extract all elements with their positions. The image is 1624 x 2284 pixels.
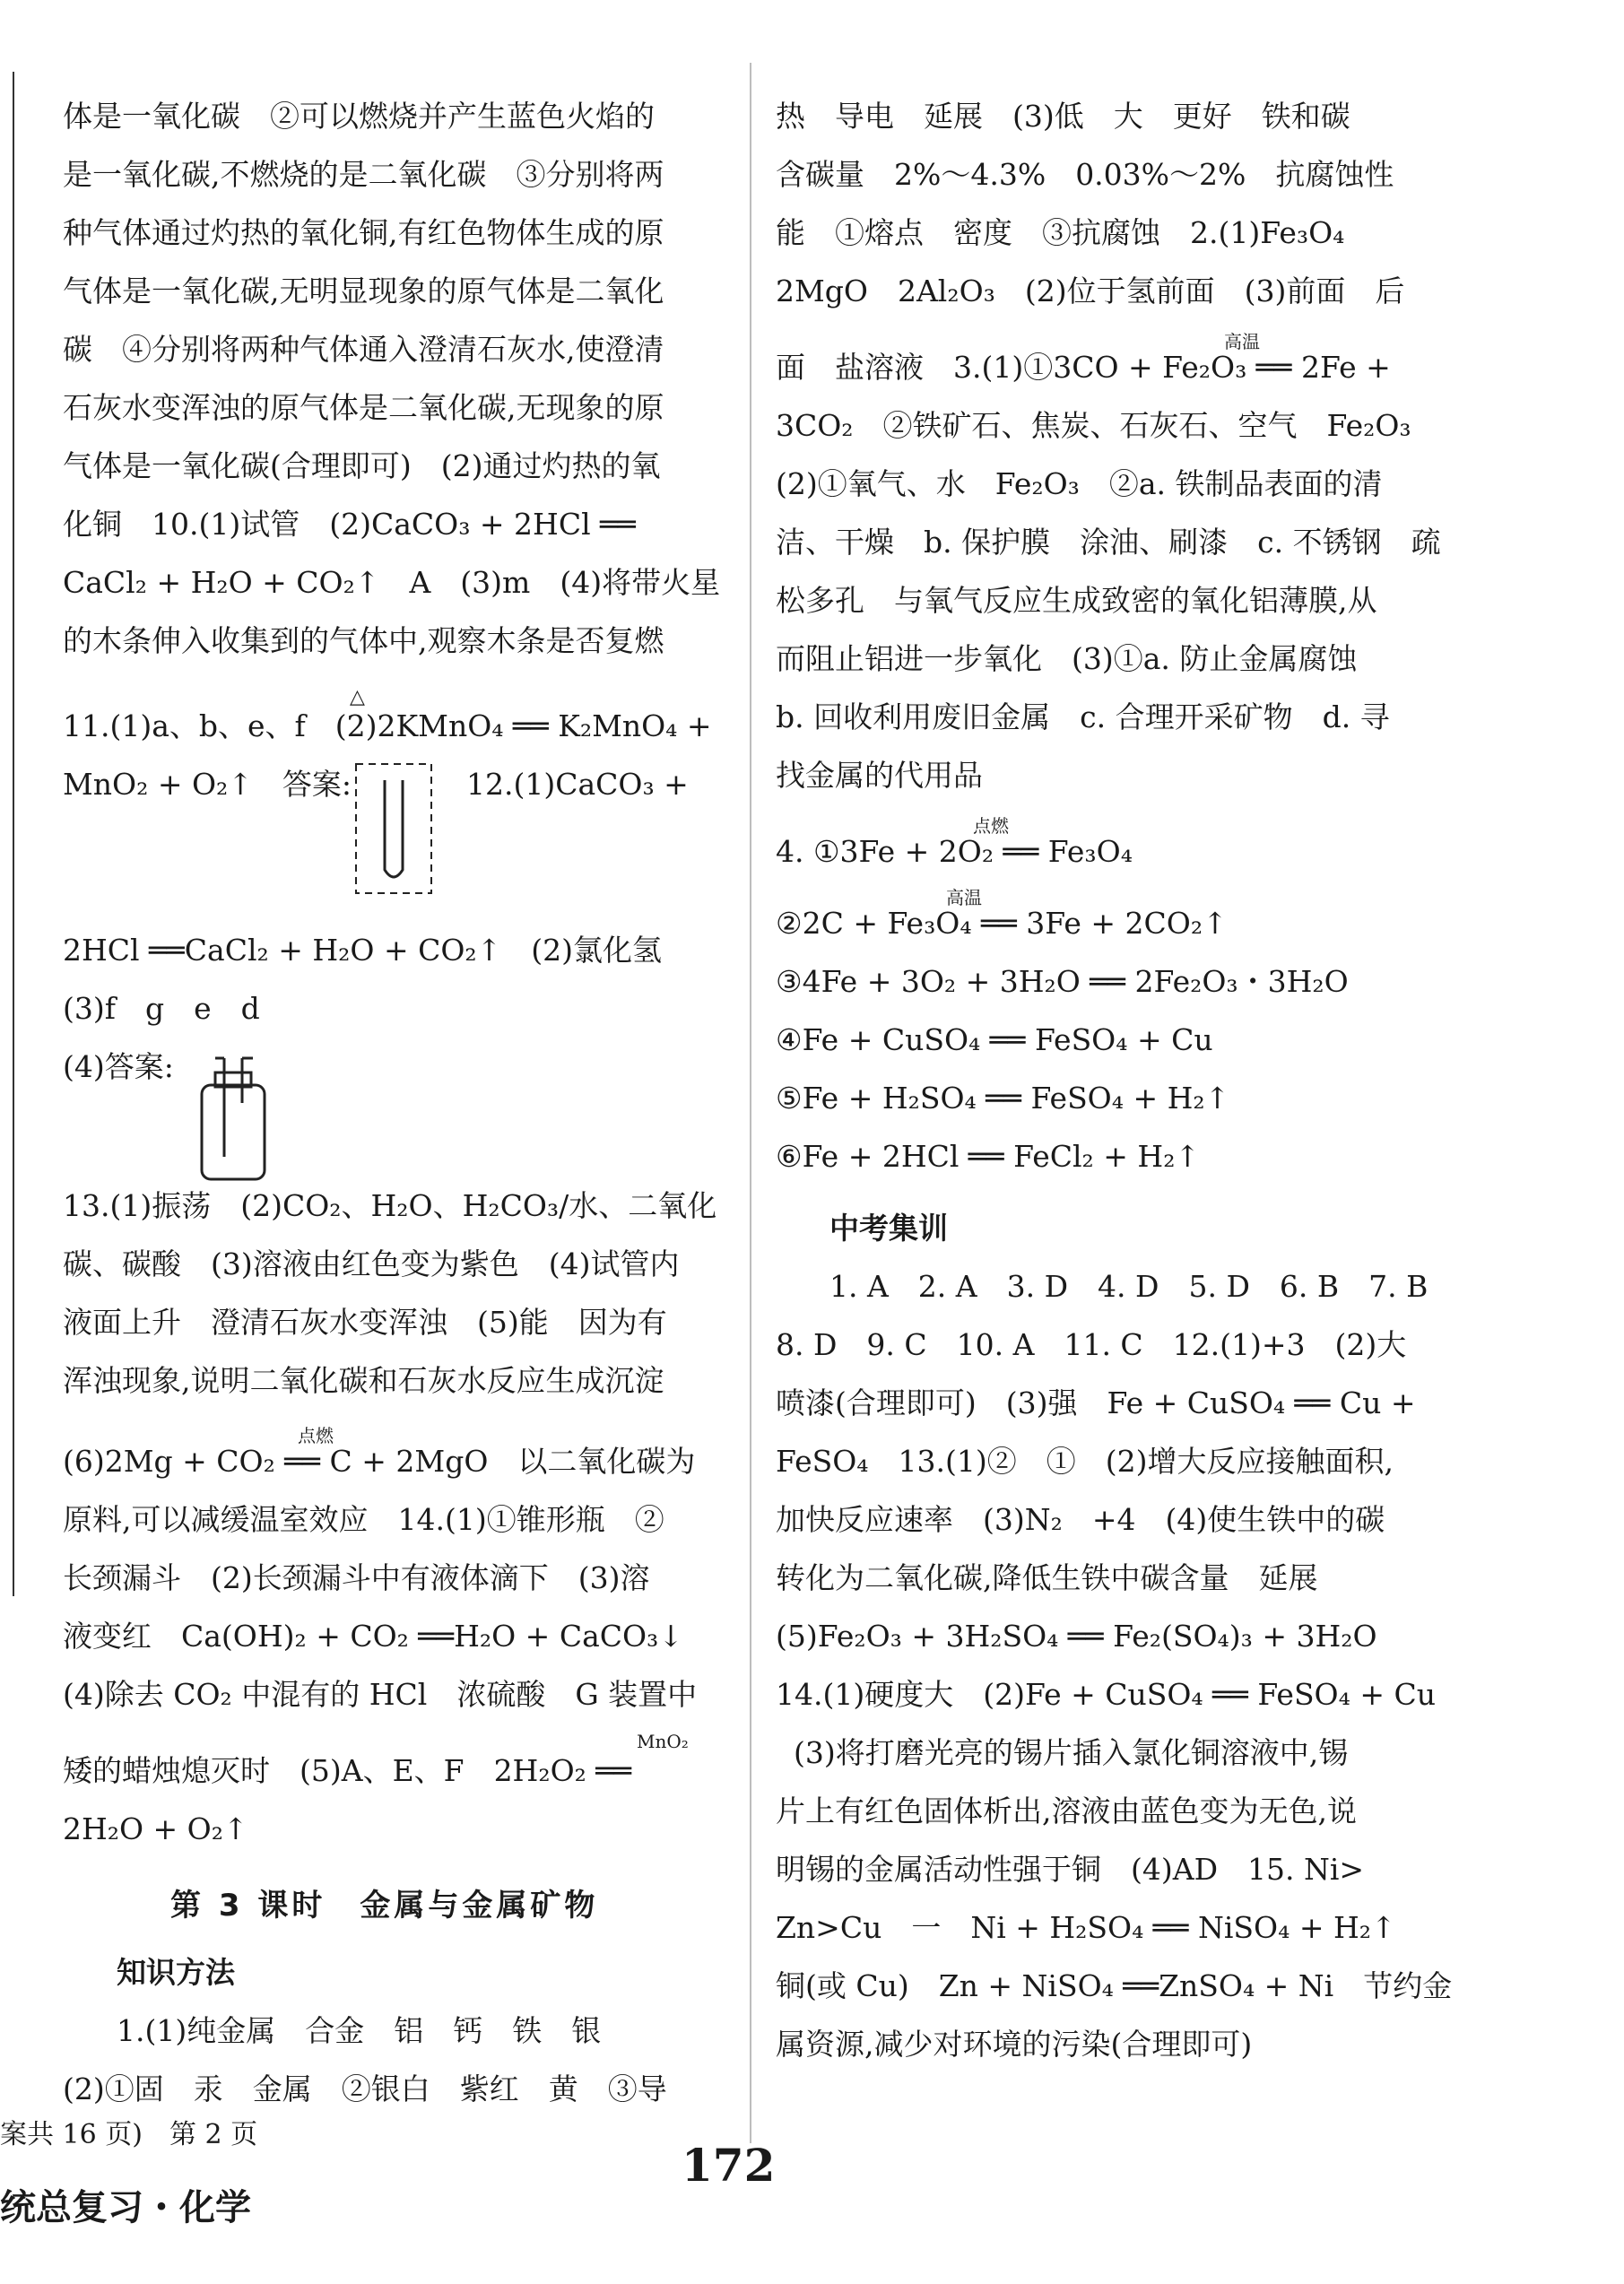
answer-line: Zn>Cu 一 Ni + H₂SO₄ ══ NiSO₄ + H₂↑	[776, 1910, 1396, 1945]
answer-line: 1. A 2. A 3. D 4. D 5. D 6. B 7. B	[829, 1269, 1429, 1304]
answer-line: 14.(1)硬度大 (2)Fe + CuSO₄ ══ FeSO₄ + Cu	[776, 1677, 1436, 1712]
reaction-condition-high-temp: 高温	[1224, 331, 1260, 352]
reaction-condition-mno2: MnO₂	[637, 1731, 689, 1752]
answer-line: 种气体通过灼热的氧化铜,有红色物体生成的原	[63, 215, 664, 250]
answer-line: 3CO₂ ②铁矿石、焦炭、石灰石、空气 Fe₂O₃	[776, 408, 1411, 443]
answer-line: 转化为二氧化碳,降低生铁中碳含量 延展	[776, 1560, 1318, 1595]
answer-line: 而阻止铝进一步氧化 (3)①a. 防止金属腐蚀	[776, 641, 1358, 676]
left-margin-rule	[13, 72, 14, 1596]
answer-line: 浑浊现象,说明二氧化碳和石灰水反应生成沉淀	[63, 1363, 664, 1398]
reaction-condition-high-temp: 高温	[946, 887, 982, 908]
answer-line: 片上有红色固体析出,溶液由蓝色变为无色,说	[776, 1793, 1357, 1828]
answer-line: 1.(1)纯金属 合金 铝 钙 铁 银	[117, 2013, 602, 2048]
answer-line: 松多孔 与氧气反应生成致密的氧化铝薄膜,从	[776, 583, 1377, 618]
answer-line: ②2C + Fe₃O₄ ══ 3Fe + 2CO₂↑	[776, 906, 1228, 941]
column-divider	[750, 63, 751, 2143]
answer-line: (4)除去 CO₂ 中混有的 HCl 浓硫酸 G 装置中	[63, 1677, 698, 1712]
answer-line: 碳 ④分别将两种气体通入澄清石灰水,使澄清	[63, 332, 664, 367]
reaction-condition-ignite: 点燃	[973, 815, 1009, 837]
answer-line: 属资源,减少对环境的污染(合理即可)	[776, 2027, 1253, 2062]
answer-line: 8. D 9. C 10. A 11. C 12.(1)+3 (2)大	[776, 1327, 1407, 1362]
answer-line: 喷漆(合理即可) (3)强 Fe + CuSO₄ ══ Cu +	[776, 1385, 1416, 1420]
answer-line: MnO₂ + O₂↑ 答案:	[63, 767, 352, 802]
answer-line: 液面上升 澄清石灰水变浑浊 (5)能 因为有	[63, 1305, 667, 1340]
answer-line: 铜(或 Cu) Zn + NiSO₄ ══ZnSO₄ + Ni 节约金	[776, 1968, 1453, 2003]
answer-line: 气体是一氧化碳(合理即可) (2)通过灼热的氧	[63, 448, 661, 483]
answer-line: (2)①固 汞 金属 ②银白 紫红 黄 ③导	[63, 2071, 667, 2106]
section-heading-exam: 中考集训	[829, 1211, 948, 1246]
answer-line: 原料,可以减缓温室效应 14.(1)①锥形瓶 ②	[63, 1502, 664, 1537]
answer-line: 13.(1)振荡 (2)CO₂、H₂O、H₂CO₃/水、二氧化	[63, 1188, 717, 1223]
gas-bottle-answer-figure	[188, 1049, 287, 1184]
footer-page-note: 案共 16 页) 第 2 页	[0, 2119, 258, 2150]
answer-line: (2)①氧气、水 Fe₂O₃ ②a. 铁制品表面的清	[776, 466, 1383, 501]
answer-line: 12.(1)CaCO₃ +	[466, 767, 689, 802]
answer-line: (6)2Mg + CO₂ ══ C + 2MgO 以二氧化碳为	[63, 1444, 696, 1479]
answer-line: FeSO₄ 13.(1)② ① (2)增大反应接触面积,	[776, 1444, 1394, 1479]
answer-line: 找金属的代用品	[776, 758, 983, 793]
answer-line: 热 导电 延展 (3)低 大 更好 铁和碳	[776, 99, 1350, 134]
answer-line: 洁、干燥 b. 保护膜 涂油、刷漆 c. 不锈钢 疏	[776, 525, 1441, 560]
lesson-title: 第 3 课时 金属与金属矿物	[170, 1888, 599, 1924]
answer-line: 石灰水变浑浊的原气体是二氧化碳,无现象的原	[63, 390, 664, 425]
answer-line: 液变红 Ca(OH)₂ + CO₂ ══H₂O + CaCO₃↓	[63, 1619, 683, 1654]
answer-line: 明锡的金属活动性强于铜 (4)AD 15. Ni>	[776, 1852, 1365, 1887]
answer-line: (3)f g e d	[63, 991, 260, 1026]
answer-line: ⑤Fe + H₂SO₄ ══ FeSO₄ + H₂↑	[776, 1081, 1230, 1116]
answer-line: (5)Fe₂O₃ + 3H₂SO₄ ══ Fe₂(SO₄)₃ + 3H₂O	[776, 1619, 1377, 1654]
answer-line: 的木条伸入收集到的气体中,观察木条是否复燃	[63, 623, 664, 658]
answer-line: 面 盐溶液 3.(1)①3CO + Fe₂O₃ ══ 2Fe +	[776, 350, 1391, 385]
answer-line: 2HCl ══CaCl₂ + H₂O + CO₂↑ (2)氯化氢	[63, 933, 663, 968]
answer-line: ⑥Fe + 2HCl ══ FeCl₂ + H₂↑	[776, 1139, 1201, 1174]
answer-line: 碳、碳酸 (3)溶液由红色变为紫色 (4)试管内	[63, 1246, 680, 1281]
answer-line: 气体是一氧化碳,无明显现象的原气体是二氧化	[63, 274, 664, 308]
answer-line: ③4Fe + 3O₂ + 3H₂O ══ 2Fe₂O₃・3H₂O	[776, 964, 1349, 999]
answer-line: 2MgO 2Al₂O₃ (2)位于氢前面 (3)前面 后	[776, 274, 1405, 308]
page-number: 172	[682, 2139, 776, 2192]
section-heading-knowledge: 知识方法	[117, 1955, 235, 1990]
reaction-condition-ignite: 点燃	[298, 1425, 334, 1446]
reaction-condition-heat: △	[350, 686, 365, 708]
answer-line: CaCl₂ + H₂O + CO₂↑ A (3)m (4)将带火星	[63, 565, 721, 600]
answer-line: 4. ①3Fe + 2O₂ ══ Fe₃O₄	[776, 834, 1133, 869]
test-tube-answer-figure	[354, 762, 435, 897]
answer-line: 11.(1)a、b、e、f (2)2KMnO₄ ══ K₂MnO₄ +	[63, 708, 712, 743]
answer-line: 矮的蜡烛熄灭时 (5)A、E、F 2H₂O₂ ══	[63, 1753, 632, 1788]
answer-line: 体是一氧化碳 ②可以燃烧并产生蓝色火焰的	[63, 99, 655, 134]
answer-line: 2H₂O + O₂↑	[63, 1811, 248, 1846]
answer-line: 长颈漏斗 (2)长颈漏斗中有液体滴下 (3)溶	[63, 1560, 650, 1595]
answer-line: 能 ①熔点 密度 ③抗腐蚀 2.(1)Fe₃O₄	[776, 215, 1345, 250]
answer-line: b. 回收利用废旧金属 c. 合理开采矿物 d. 寻	[776, 699, 1390, 734]
answer-line: 加快反应速率 (3)N₂ +4 (4)使生铁中的碳	[776, 1502, 1385, 1537]
answer-line: (3)将打磨光亮的锡片插入氯化铜溶液中,锡	[794, 1735, 1349, 1770]
answer-line: 是一氧化碳,不燃烧的是二氧化碳 ③分别将两	[63, 157, 664, 192]
answer-line: ④Fe + CuSO₄ ══ FeSO₄ + Cu	[776, 1022, 1213, 1057]
answer-line: 含碳量 2%～4.3% 0.03%～2% 抗腐蚀性	[776, 157, 1394, 192]
book-series-title: 统总复习・化学	[0, 2187, 251, 2228]
answer-line: (4)答案:	[63, 1049, 174, 1084]
answer-line: 化铜 10.(1)试管 (2)CaCO₃ + 2HCl ══	[63, 507, 636, 542]
